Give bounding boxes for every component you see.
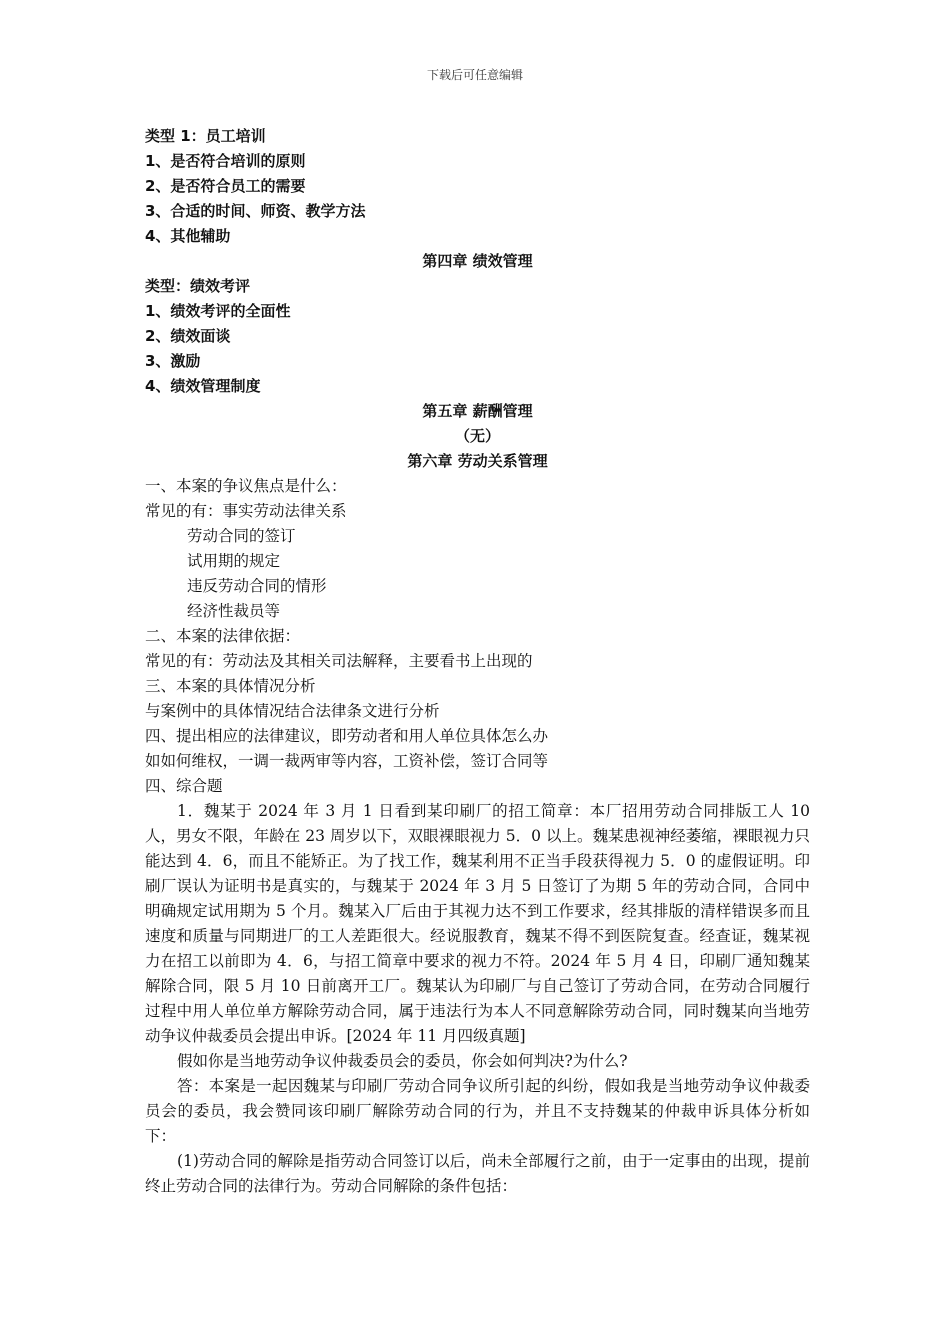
list-item: 违反劳动合同的情形	[187, 577, 327, 595]
list-item: 1、绩效考评的全面性	[145, 302, 291, 320]
section-title-training: 类型 1：员工培训	[145, 127, 266, 145]
list-item: 经济性裁员等	[187, 602, 281, 620]
outline-q4: 四、提出相应的法律建议，即劳动者和用人单位具体怎么办	[145, 727, 549, 745]
list-item: 3、合适的时间、师资、教学方法	[145, 202, 366, 220]
outline-q2: 二、本案的法律依据：	[145, 627, 301, 645]
list-item: 4、其他辅助	[145, 227, 231, 245]
header-note: 下载后可任意编辑	[426, 68, 523, 82]
document-body	[145, 124, 810, 1199]
outline-q3: 三、本案的具体情况分析	[145, 677, 316, 695]
case-paragraph-1: 1．魏某于 2024 年 3 月 1 日看到某印刷厂的招工简章：本厂招用劳动合同排版工人 10 人，男女不限，年龄在 23 周岁以下，双眼裸眼视力 5．0 以上。魏某患视神经萎缩，裸眼视力只能达到 4．6，而且不能矫正。为了找工作，魏某利用不正当手段获得视力 5．0 的虚假证明。印刷厂误认为证明书是真实的，与魏某于 2024 年 3 月 5 日签订了为期 5 年的劳动合同，合同中明确规定试用期为 5 个月。魏某入厂后由于其视力达不到工作要求，经其排版的清样错误多而且速度和质量与同期进厂的工人差距很大。经说服教育，魏某不得不到医院复查。经查证，魏某视力在招工以前即为 4．6，与招工简章中要求的视力不符。2024 年 5 月 4 日，印刷厂通知魏某解除合同，限 5 月 10 日前离开工厂。魏某认为印刷厂与自己签订了劳动合同，在劳动合同履行过程中用人单位单方解除劳动合同，属于违法行为本人不同意解除劳动合同，同时魏某向当地劳动争议仲裁委员会提出申诉。[2024 年 11 月四级真题]	[145, 802, 810, 1045]
outline-q1: 一、本案的争议焦点是什么：	[145, 477, 347, 495]
outline-q3-detail: 与案例中的具体情况结合法律条文进行分析	[145, 702, 440, 720]
chapter-5-note: （无）	[454, 427, 500, 445]
chapter-title-4: 第四章 绩效管理	[422, 252, 533, 270]
list-item: 试用期的规定	[187, 552, 281, 570]
outline-q2-common: 常见的有：劳动法及其相关司法解释，主要看书上出现的	[145, 652, 533, 670]
outline-q1-common: 常见的有：事实劳动法律关系	[145, 502, 347, 520]
outline-q5: 四、综合题	[145, 777, 223, 795]
section-title-performance: 类型：绩效考评	[145, 277, 251, 295]
chapter-title-5: 第五章 薪酬管理	[422, 402, 533, 420]
list-item: 3、激励	[145, 352, 201, 370]
case-analysis-1: (1)劳动合同的解除是指劳动合同签订以后，尚未全部履行之前，由于一定事由的出现，提前终止劳动合同的法律行为。劳动合同解除的条件包括：	[145, 1152, 810, 1195]
list-item: 1、是否符合培训的原则	[145, 152, 306, 170]
list-item: 4、绩效管理制度	[145, 377, 261, 395]
case-answer: 答：本案是一起因魏某与印刷厂劳动合同争议所引起的纠纷，假如我是当地劳动争议仲裁委员会的委员，我会赞同该印刷厂解除劳动合同的行为，并且不支持魏某的仲裁申诉具体分析如下：	[145, 1077, 810, 1145]
list-item: 劳动合同的签订	[187, 527, 296, 545]
case-question: 假如你是当地劳动争议仲裁委员会的委员，你会如何判决?为什么?	[177, 1052, 628, 1070]
chapter-title-6: 第六章 劳动关系管理	[407, 452, 548, 470]
list-item: 2、是否符合员工的需要	[145, 177, 306, 195]
outline-q4-detail: 如如何维权，一调一裁两审等内容，工资补偿，签订合同等	[145, 752, 549, 770]
list-item: 2、绩效面谈	[145, 327, 231, 345]
